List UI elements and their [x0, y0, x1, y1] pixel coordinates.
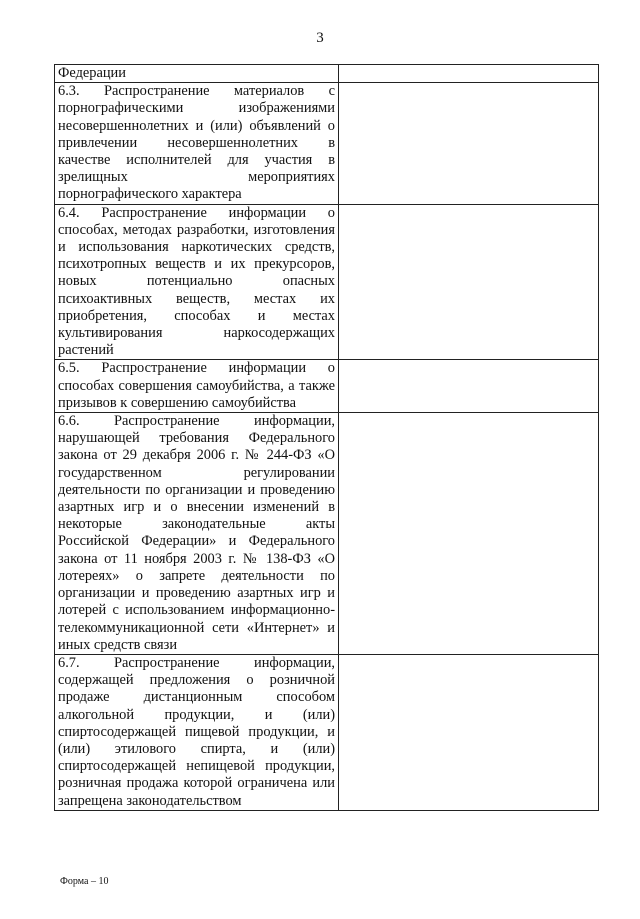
page-number: 3: [316, 30, 324, 46]
table-row: [55, 654, 599, 810]
table-cell-text: [55, 360, 339, 413]
table-cell-empty: [339, 360, 599, 413]
table-cell-empty: [339, 654, 599, 810]
table-row: [55, 204, 599, 360]
table-row: [55, 65, 599, 83]
table-cell-text: [55, 654, 339, 810]
row-text: 6.4. Распространение информации о способах, методах разработки, изготовления и использования наркотических средств, психотропных веществ и их прекурсоров, новых потенциально опасных психоактивных веществ, местах их приобретения, способах и местах культивирования наркосодержащих растений: [58, 204, 335, 359]
row-text: 6.6. Распространение информации, нарушающей требования Федерального закона от 29 декабря 2006 г. № 244-ФЗ «О государственном регулировании деятельности по организации и проведению азартных игр и о внесении изменений в некоторые законодательные акты Российской Федерации» и Федерального закона от 11 ноября 2003 г. № 138-ФЗ «О лотереях» о запрете деятельности по организации и проведению азартных игр и лотерей с использованием информационно-телекоммуникационной сети «Интернет» и иных средств связи: [58, 413, 335, 653]
table-cell-text: [55, 413, 339, 655]
row-text: Федерации: [58, 65, 126, 81]
table-cell-text: [55, 65, 339, 83]
row-text: 6.5. Распространение информации о способах совершения самоубийства, а также призывов к совершению самоубийства: [58, 360, 335, 411]
table-row: [55, 83, 599, 204]
row-text: 6.3. Распространение материалов с порнографическими изображениями несовершеннолетних и (или) объявлений о привлечении несовершеннолетних в качестве исполнителей для участия в зрелищных мероприятиях порнографического характера: [58, 83, 335, 203]
table-row: [55, 413, 599, 655]
form-footer-label: Форма – 10: [60, 876, 109, 887]
table-cell-empty: [339, 83, 599, 204]
table-cell-empty: [339, 65, 599, 83]
table-row: [55, 360, 599, 413]
table-cell-empty: [339, 204, 599, 360]
document-table: [54, 64, 599, 811]
table-cell-text: [55, 83, 339, 204]
row-text: 6.7. Распространение информации, содержащей предложения о розничной продаже дистанционным способом алкогольной продукции, и (или) спиртосодержащей пищевой продукции, и (или) этилового спирта, и (или) спиртосодержащей непищевой продукции, розничная продажа которой ограничена или запрещена законодательством: [58, 654, 335, 809]
table-cell-text: [55, 204, 339, 360]
table-cell-empty: [339, 413, 599, 655]
